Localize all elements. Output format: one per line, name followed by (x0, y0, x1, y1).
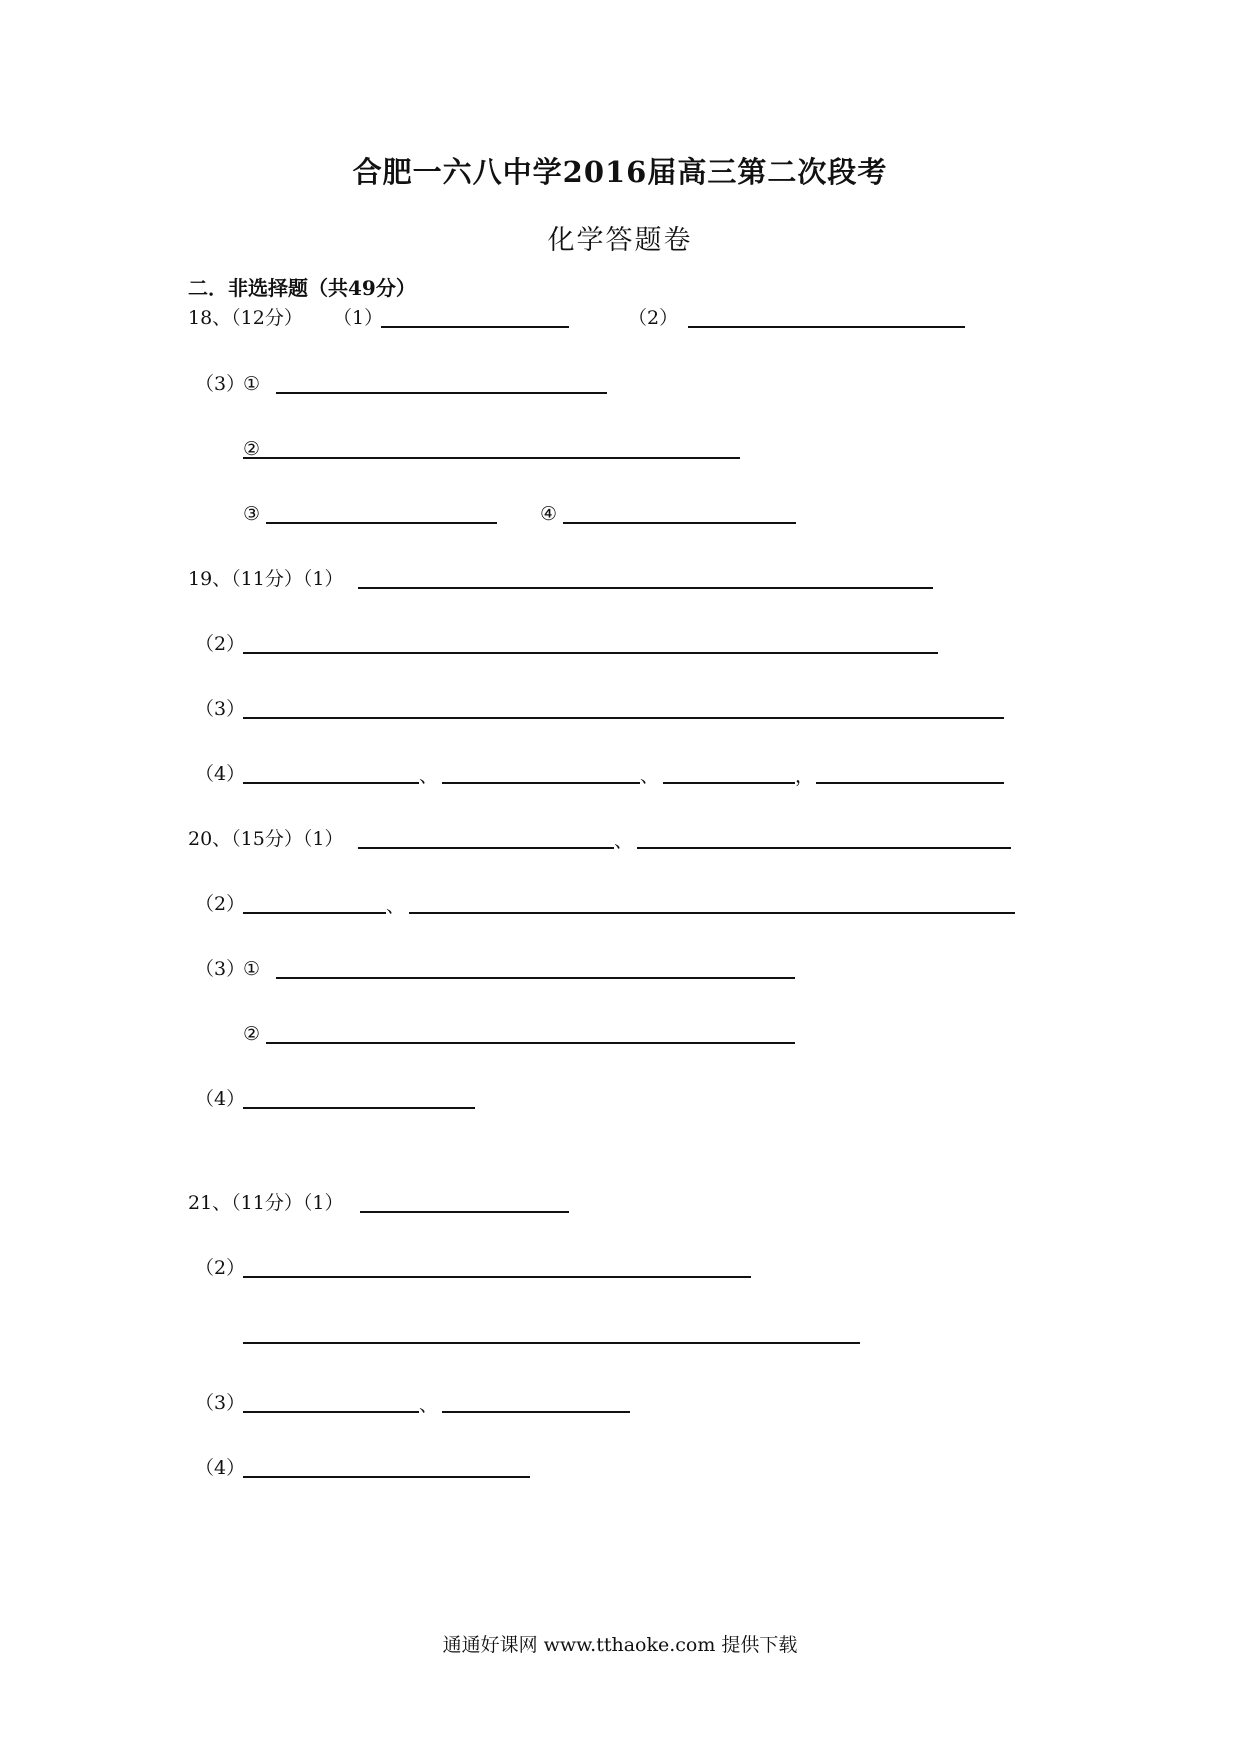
q19-part4-blank-a[interactable] (243, 782, 419, 784)
q21-part2-label: （2） (195, 1257, 246, 1279)
q20-part2-separator: 、 (386, 895, 406, 917)
q18-part3-label: （3） (195, 373, 246, 395)
q20-circle1-blank[interactable] (276, 977, 795, 979)
q21-part4-blank[interactable] (243, 1476, 530, 1478)
q19-part4-blank-c[interactable] (663, 782, 795, 784)
q21-part3-label: （3） (195, 1392, 246, 1414)
q21-part4-label: （4） (195, 1457, 246, 1479)
q19-part4-blank-d[interactable] (816, 782, 1004, 784)
q19-part4-separator-3: ， (795, 765, 815, 787)
q20-circle1-label: ① (243, 958, 261, 980)
q18-part1-label: （1） (333, 307, 384, 329)
q18-circle2-label: ② (243, 438, 261, 460)
q18-part1-blank[interactable] (381, 326, 569, 328)
page-subtitle: 化学答题卷 (547, 225, 693, 256)
page-title: 合肥一六八中学2016届高三第二次段考 (352, 155, 888, 189)
q20-part1-blank-a[interactable] (358, 847, 614, 849)
q21-heading: 21、（11分）（1） (188, 1192, 344, 1214)
section-heading: 二．非选择题（共49分） (188, 276, 416, 300)
q21-part2-blank-a[interactable] (243, 1276, 751, 1278)
q19-part1-blank[interactable] (358, 587, 933, 589)
q21-part3-blank-a[interactable] (243, 1411, 419, 1413)
q18-circle3-blank[interactable] (266, 522, 497, 524)
q21-part3-separator: 、 (419, 1394, 439, 1416)
q20-part4-blank[interactable] (243, 1107, 475, 1109)
q21-part3-blank-b[interactable] (442, 1411, 630, 1413)
q18-circle2-blank[interactable] (243, 457, 740, 459)
footer-source: 通通好课网 www.tthaoke.com 提供下载 (442, 1634, 798, 1656)
q19-part2-label: （2） (195, 633, 246, 655)
q20-part1-separator: 、 (614, 830, 634, 852)
q18-part2-blank[interactable] (688, 326, 965, 328)
q18-circle1-blank[interactable] (276, 392, 607, 394)
q19-part2-blank[interactable] (243, 652, 938, 654)
q20-part3-label: （3） (195, 958, 246, 980)
q19-part4-label: （4） (195, 763, 246, 785)
q19-part3-label: （3） (195, 698, 246, 720)
q18-circle4-blank[interactable] (563, 522, 796, 524)
q20-part2-blank-a[interactable] (243, 912, 386, 914)
q19-part3-blank[interactable] (243, 717, 1004, 719)
q19-part4-blank-b[interactable] (442, 782, 640, 784)
q20-circle2-label: ② (243, 1023, 261, 1045)
q20-heading: 20、（15分）（1） (188, 828, 344, 850)
q20-circle2-blank[interactable] (266, 1042, 795, 1044)
q18-circle1-label: ① (243, 373, 261, 395)
q19-part4-separator-2: 、 (640, 765, 660, 787)
q20-part2-label: （2） (195, 893, 246, 915)
q20-part4-label: （4） (195, 1088, 246, 1110)
q18-part2-label: （2） (628, 307, 679, 329)
q18-circle3-label: ③ (243, 503, 261, 525)
q20-part1-blank-b[interactable] (637, 847, 1011, 849)
q19-part4-separator-1: 、 (419, 765, 439, 787)
q21-part1-blank[interactable] (360, 1211, 569, 1213)
q21-part2-blank-b[interactable] (243, 1342, 860, 1344)
q20-part2-blank-b[interactable] (409, 912, 1015, 914)
q18-circle4-label: ④ (540, 503, 558, 525)
q19-heading: 19、（11分）（1） (188, 568, 344, 590)
q18-heading: 18、（12分） (188, 307, 303, 329)
